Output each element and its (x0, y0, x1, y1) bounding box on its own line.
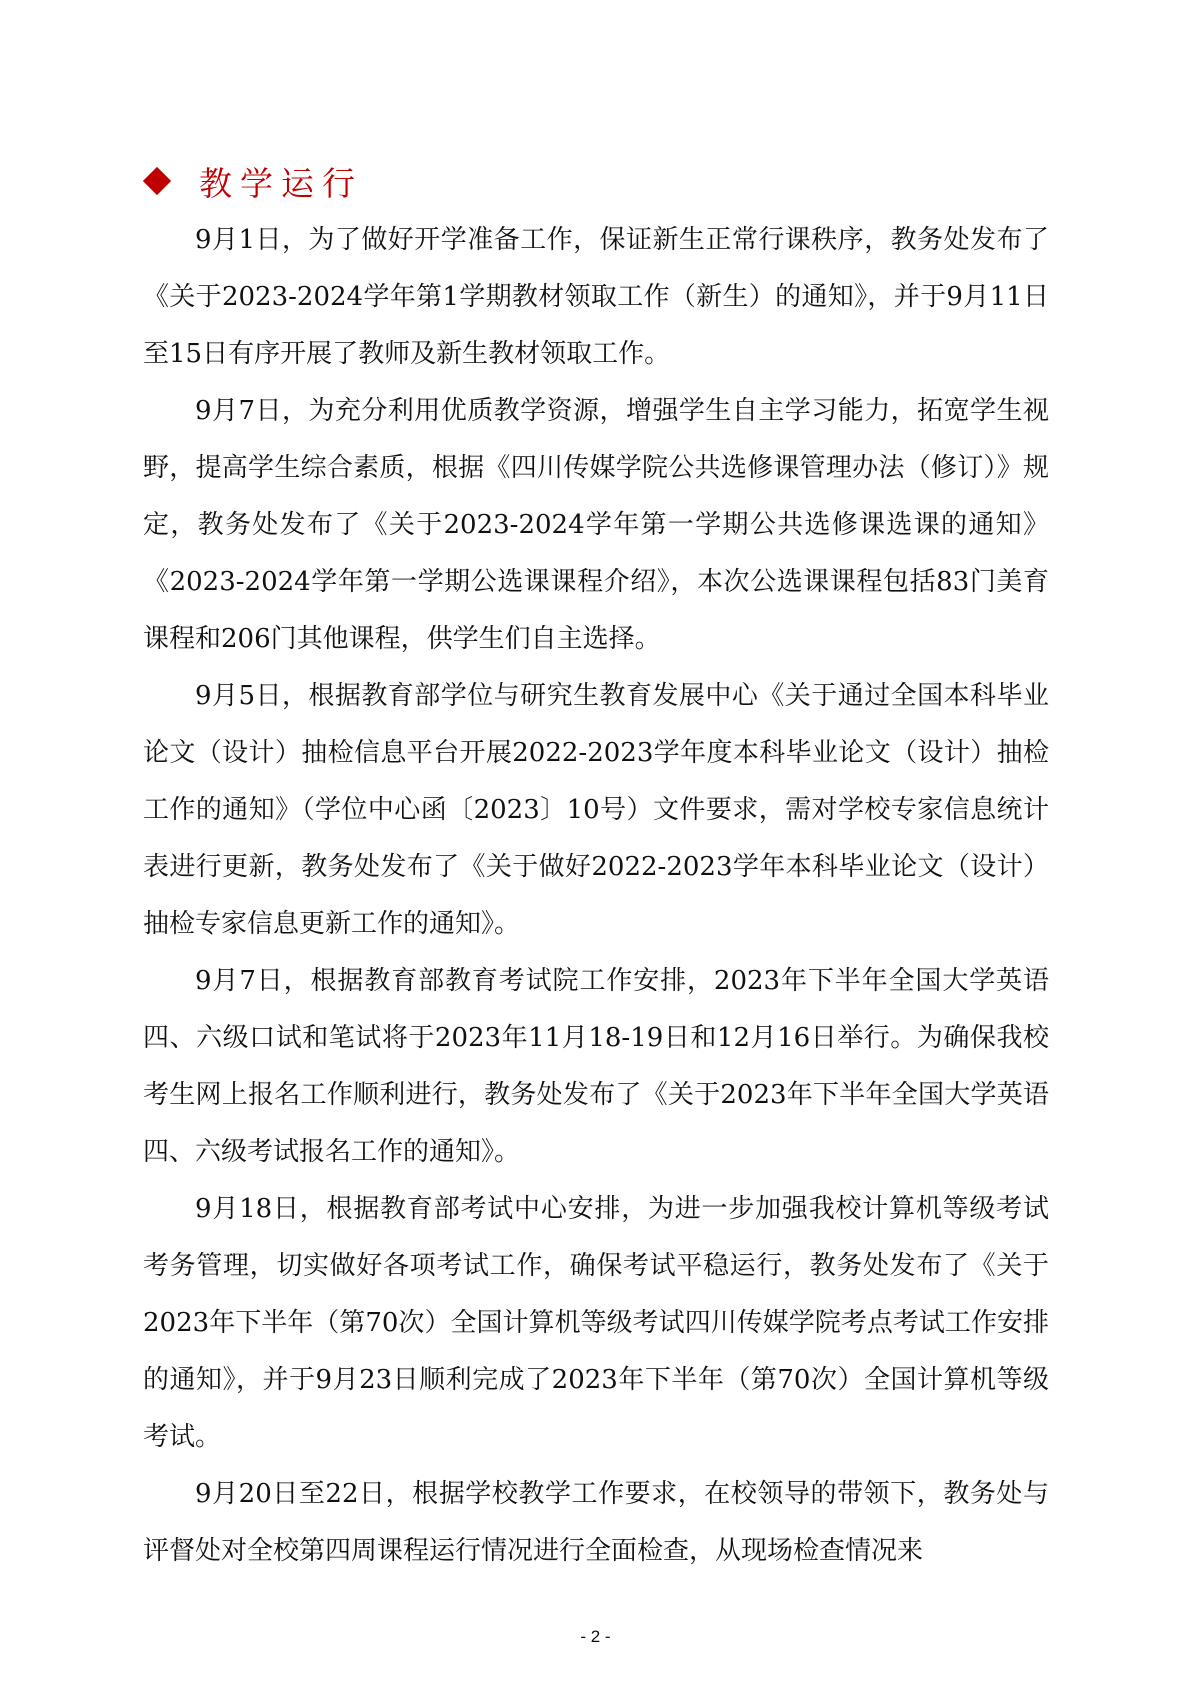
body-text (143, 212, 1049, 1580)
page-number: - 2 - (580, 1627, 611, 1646)
diamond-icon (143, 167, 171, 195)
paragraph-textbook-collection: 9月1日，为了做好开学准备工作，保证新生正常行课秩序，教务处发布了《关于2023-2024学年第1学期教材领取工作（新生）的通知》，并于9月11日至15日有序开展了教师及新生教材领取工作。 (143, 225, 1049, 369)
section-heading (143, 158, 363, 204)
section-title: 教学运行 (199, 163, 363, 203)
paragraph-thesis-inspection: 9月5日，根据教育部学位与研究生教育发展中心《关于通过全国本科毕业论文（设计）抽检信息平台开展2022-2023学年度本科毕业论文（设计）抽检工作的通知》（学位中心函〔2023〕10号）文件要求，需对学校专家信息统计表进行更新，教务处发布了《关于做好2022-2023学年本科毕业论文（设计）抽检专家信息更新工作的通知》。 (143, 681, 1049, 939)
paragraph-course-inspection: 9月20日至22日，根据学校教学工作要求，在校领导的带领下，教务处与评督处对全校第四周课程运行情况进行全面检查，从现场检查情况来 (143, 1479, 1049, 1566)
paragraph-elective-courses: 9月7日，为充分利用优质教学资源，增强学生自主学习能力，拓宽学生视野，提高学生综合素质，根据《四川传媒学院公共选修课管理办法（修订）》规定，教务处发布了《关于2023-2024学年第一学期公共选修课选课的通知》《2023-2024学年第一学期公选课课程介绍》，本次公选课课程包括83门美育课程和206门其他课程，供学生们自主选择。 (143, 396, 1049, 654)
paragraph-computer-exam: 9月18日，根据教育部考试中心安排，为进一步加强我校计算机等级考试考务管理，切实做好各项考试工作，确保考试平稳运行，教务处发布了《关于2023年下半年（第70次）全国计算机等级考试四川传媒学院考点考试工作安排的通知》，并于9月23日顺利完成了2023年下半年（第70次）全国计算机等级考试。 (143, 1194, 1049, 1452)
paragraph-cet-registration: 9月7日，根据教育部教育考试院工作安排，2023年下半年全国大学英语四、六级口试和笔试将于2023年11月18-19日和12月16日举行。为确保我校考生网上报名工作顺利进行，教务处发布了《关于2023年下半年全国大学英语四、六级考试报名工作的通知》。 (143, 966, 1049, 1167)
